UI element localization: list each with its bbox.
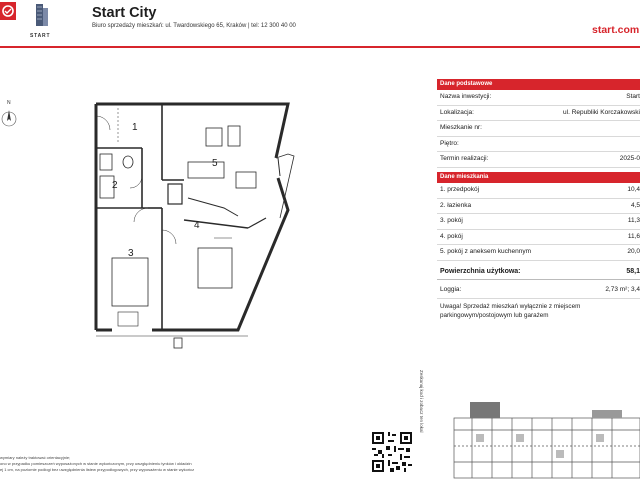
table-row: Mieszkanie nr: — [437, 121, 640, 137]
qr-caption: Zeskanuj kod i zobacz ten lokal — [419, 370, 424, 433]
table-row: Piętro: — [437, 137, 640, 153]
room-label-1: 1 — [132, 122, 138, 133]
basic-data-heading: Dane podstawowe — [437, 79, 640, 90]
header — [0, 0, 640, 46]
brand-text: START — [30, 33, 51, 39]
sales-notice: Uwaga! Sprzedaż mieszkań wyłącznie z miejscem parkingowym/postojowym lub garażem — [440, 303, 581, 319]
room-label-2: 2 — [112, 180, 118, 191]
room-label-4: 4 — [194, 220, 200, 231]
building-logo-icon — [28, 2, 54, 32]
floor-plan — [88, 98, 300, 358]
table-row: Termin realizacji: 2025-0 — [437, 152, 640, 168]
room-label-5: 5 — [212, 158, 218, 169]
table-row: 1. przedpokój 10,4 — [437, 183, 640, 199]
compass-label: N — [7, 100, 11, 106]
header-divider — [0, 46, 640, 48]
apartment-data-table — [437, 172, 640, 299]
table-row: 4. pokój 11,6 — [437, 230, 640, 246]
table-row: 2. łazienka 4,5 — [437, 199, 640, 215]
table-row: Nazwa inwestycji: Start — [437, 90, 640, 106]
basic-data-table — [437, 79, 640, 168]
qr-code[interactable] — [370, 430, 414, 474]
table-row: 3. pokój 11,3 — [437, 214, 640, 230]
apartment-data-heading: Dane mieszkania — [437, 172, 640, 183]
compass-icon — [0, 104, 18, 130]
building-key-plan — [452, 400, 640, 480]
page-title: Start City — [92, 5, 157, 21]
loggia-row: Loggia: 2,73 m²; 3,4 — [437, 283, 640, 299]
usable-area-row: Powierzchnia użytkowa: 58,1 — [437, 265, 640, 281]
room-label-3: 3 — [128, 248, 134, 259]
sales-office-info: Biuro sprzedaży mieszkań: ul. Twardowskiego 65, Kraków | tel: 12 300 40 00 — [92, 23, 296, 29]
brand-logo — [0, 2, 16, 20]
table-row: Lokalizacja: ul. Republiki Korczakowski — [437, 106, 640, 122]
footnote: wymiary należy traktować orientacyjnie; ono w przypadku pomieszczeń wyposażonych w stanie wykończonym, przy uwzględnieniu tynków i okładzin ej 1 cm, na poziomie podłogi bez uwzględnienia listew przypodłogowych, przy wyposażeniu w stanie wykończ — [0, 455, 195, 472]
table-row: 5. pokój z aneksem kuchennym 20,0 — [437, 245, 640, 261]
website-link[interactable]: start.com — [592, 24, 640, 36]
